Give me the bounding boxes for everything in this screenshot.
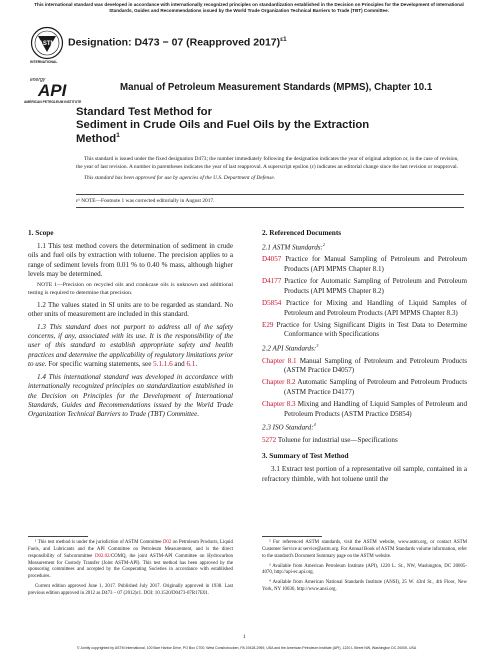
ref-item: D4057 Practice for Manual Sampling of Petroleum and Petroleum Products (API MPMS Chapter 8.1) — [262, 255, 467, 273]
note-1: NOTE 1—Precision on recycled oils and crankcase oils is unknown and additional testing is required to determine that precision. — [28, 282, 233, 297]
divider — [76, 207, 464, 208]
ref-code-link[interactable]: Chapter 8.1 — [262, 356, 297, 365]
page-number: 1 — [243, 634, 246, 640]
api-logo-small: energy — [30, 77, 46, 83]
astm-standards-label: 2.1 ASTM Standards:$^2$ — [262, 241, 326, 252]
link-d02[interactable]: D02 — [162, 540, 172, 545]
ref-code-link[interactable]: E29 — [262, 321, 274, 330]
section-heading-refs: 2. Referenced Documents — [262, 228, 342, 237]
ref-code-link[interactable]: D4177 — [262, 277, 282, 286]
footnote-3: ³ Available from American Petroleum Institute (API), 1220 L. St., NW, Washington, DC 20005-4070, http://api-ec.api.org. — [262, 563, 467, 576]
ref-item: E29 Practice for Using Significant Digits in Test Data to Determine Conformance with Specifications — [262, 321, 467, 339]
api-logo-icon — [30, 74, 76, 98]
astm-logo-icon — [30, 26, 64, 60]
footnote-rule — [262, 536, 322, 537]
para-1-2: 1.2 The values stated in SI units are to be regarded as standard. No other units of measurement are included in this standard. — [28, 300, 233, 319]
right-footnotes — [262, 540, 467, 597]
tbt-notice: This international standard was developed in accordance with internationally recognized principles on standardization established in the Decision on Principles for the Development of International Standards, Guides and Recommendations issued by the World Trade Organization Technical Barriers to Trade (TBT) Committee. — [34, 2, 464, 13]
para-1-1: 1.1 This test method covers the determination of sediment in crude oils and fuel oils by extraction with toluene. The precision applies to a range of sediment levels from 0.01 % to 0.40 % mass, although higher levels may be determined. — [28, 241, 233, 278]
link-d02-02[interactable]: D02.02 — [94, 553, 110, 559]
divider — [76, 194, 464, 195]
para-1-4: 1.4 This international standard was developed in accordance with internationally recognized principles on standardization established in the Decision on Principles for the Development of International Standards, Guides and Recommendations issued by the World Trade Organization Technical Barriers to Trade (TBT) Committee. — [28, 372, 233, 419]
editorial-note: ε¹ NOTE—Footnote 1 was corrected editorially in August 2017. — [76, 198, 215, 204]
designation: Designation: D473 − 07 (Reapproved 2017)$^{\varepsilon 1}$ — [68, 36, 287, 49]
manual-line: Manual of Petroleum Measurement Standards (MPMS), Chapter 10.1 — [120, 82, 433, 93]
astm-ref-list — [262, 255, 467, 339]
iso-standard-label: 2.3 ISO Standard:$^4$ — [262, 422, 316, 432]
footnote-1: ¹ This test method is under the jurisdiction of ASTM Committee D02 on Petroleum Products, Liquid Fuels, and Lubricants and the API Committee on Petroleum Measurement, and is the direct responsibility of Subcommittee D02.02/COMQ, the joint ASTM-API Committee on Hydrocarbon Measurement for Custody Transfer (Joint ASTM-API). This test method has been approved by the sponsoring committees and accepted by the Cooperating Societies in accordance with established procedures. — [28, 540, 233, 580]
ref-code-link[interactable]: D5854 — [262, 299, 282, 308]
link-5-1-1-6[interactable]: 5.1.1.6 — [153, 360, 173, 369]
section-heading-summary: 3. Summary of Test Method — [262, 451, 349, 461]
ref-item: Chapter 8.1 Manual Sampling of Petroleum and Petroleum Products (ASTM Practice D4057) — [262, 356, 467, 375]
ref-code-link[interactable]: Chapter 8.2 — [262, 378, 296, 387]
left-footnotes — [28, 540, 233, 601]
footnote-rule — [28, 536, 88, 537]
api-standards-label: 2.2 API Standards:$^3$ — [262, 342, 319, 353]
dod-approval: This standard has been approved for use by agencies of the U.S. Department of Defense. — [84, 175, 276, 182]
api-logo-sub: AMERICAN PETROLEUM INSTITUTE — [24, 100, 82, 104]
ref-item: D4177 Practice for Automatic Sampling of Petroleum and Petroleum Products (API MPMS Chapter 8.2) — [262, 277, 467, 295]
ref-item: 5272 Toluene for industrial use—Specifications — [262, 435, 398, 444]
left-column — [28, 228, 233, 423]
api-ref-list — [262, 357, 467, 420]
ref-code-link[interactable]: D4057 — [262, 255, 282, 264]
right-column — [262, 228, 467, 487]
title-line-3: Method$^1$ — [76, 132, 120, 145]
footnote-2: ² For referenced ASTM standards, visit the ASTM website, www.astm.org, or contact ASTM Customer Service at service@astm.org. For Annual Book of ASTM Standards volume information, refer to the standard's Document Summary page on the ASTM website. — [262, 540, 467, 559]
section-heading-scope: 1. Scope — [28, 228, 54, 237]
ref-code-link[interactable]: Chapter 8.3 — [262, 400, 296, 409]
link-6-1[interactable]: 6.1 — [186, 360, 196, 369]
astm-logo-text: ASTM — [38, 41, 56, 47]
intro-block — [76, 156, 464, 187]
astm-logo-sub: INTERNATIONAL — [30, 60, 58, 64]
intro-paragraph: This standard is issued under the fixed designation D473; the number immediately following the designation indicates the year of original adoption or, in the case of revision, the year of last revision. A number in parentheses indicates the year of last reapproval. A superscript epsilon (ε) indicates an editorial change since the last revision or reapproval. — [76, 156, 459, 170]
ref-code-link[interactable]: 5272 — [262, 435, 277, 444]
ref-item: Chapter 8.2 Automatic Sampling of Petroleum and Petroleum Products (ASTM Practice D4177) — [262, 378, 467, 396]
footnote-edition: Current edition approved June 1, 2017. Published July 2017. Originally approved in 1938. Last previous edition approved in 2012 as D473 – 07 (2012)ε1. DOI: 10.1520/D0473-07R17E01. — [28, 584, 233, 597]
para-3-1: 3.1 Extract test portion of a representative oil sample, contained in a refractory thimble, with hot toluene until the — [262, 465, 467, 483]
copyright-footer: © Jointly copyrighted by ASTM International, 100 Barr Harbor Drive, PO Box C700, West Conshohocken, PA 19428-2959, USA and the American Petroleum Institute (API), 1220 L Street NW, Washington DC 20005, USA — [76, 646, 417, 650]
para-1-3: 1.3 This standard does not purport to address all of the safety concerns, if any, associated with its use. It is the responsibility of the user of this standard to establish appropriate safety and health practices and determine the applicability of regulatory limitations prior to use. For specific warning statements, see 5.1.1.6 and 6.1. — [28, 322, 233, 369]
document-title — [76, 106, 416, 146]
title-line-2: Sediment in Crude Oils and Fuel Oils by the Extraction — [76, 119, 370, 132]
api-logo-text: API — [38, 81, 67, 98]
ref-item: Chapter 8.3 Mixing and Handling of Liquid Samples of Petroleum and Petroleum Products (ASTM Practice D5854) — [262, 400, 467, 418]
ref-item: D5854 Practice for Mixing and Handling of Liquid Samples of Petroleum and Petroleum Products (API MPMS Chapter 8.3) — [262, 299, 467, 317]
title-line-1: Standard Test Method for — [76, 106, 212, 118]
footnote-4: ⁴ Available from American National Standards Institute (ANSI), 25 W. 43rd St., 4th Floor, New York, NY 10036, http://www.ansi.org. — [262, 580, 467, 593]
